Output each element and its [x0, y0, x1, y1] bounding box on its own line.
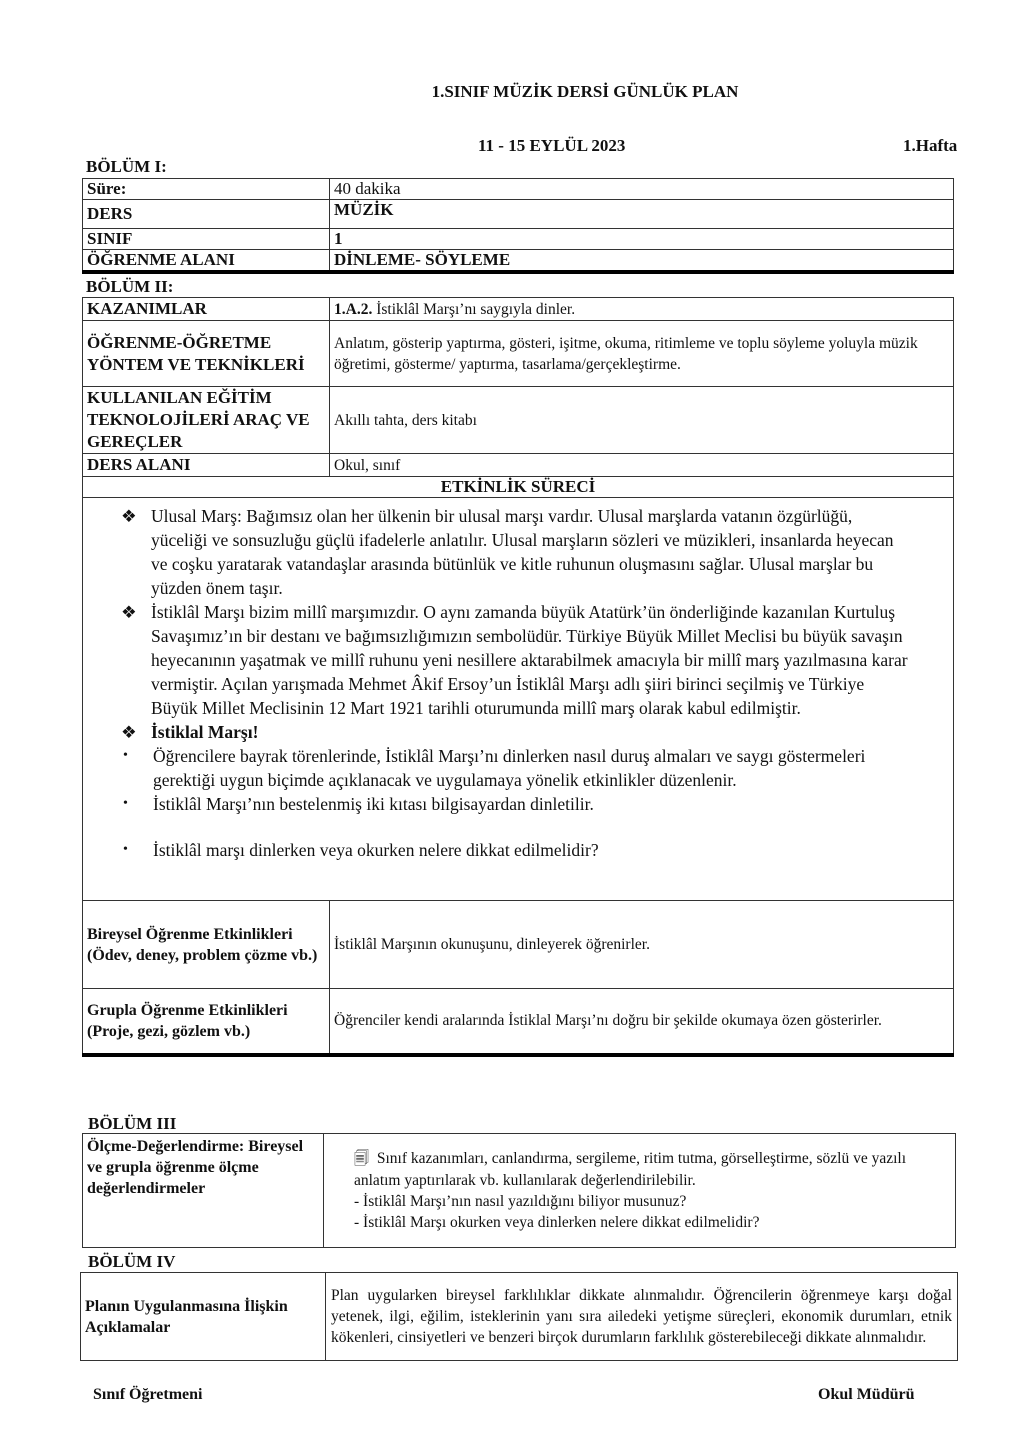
- diamond-bullet-icon: ❖: [121, 506, 137, 526]
- kazanimlar-key: KAZANIMLAR: [83, 298, 330, 321]
- date-range: 11 - 15 EYLÜL 2023: [478, 136, 626, 155]
- activity-text: İstiklâl Marşı bizim millî marşımızdır. O aynı zamanda büyük Atatürk’ün önderliğinde kazanılan Kurtuluş Savaşımız’ın bir destanı ve bağımsızlığımızın sembolüdür. Türkiye Büyük Millet Meclisi bu büyük savaşın heyecanının yaşatmak ve millî ruhunu yeni nesillere aktarabilmek amacıyla bir millî marş yazılmasına karar vermiştir. Açılan yarışmada Mehmet Âkif Ersoy’un İstiklâl Marşı adlı şiiri birinci seçilmiş ve Türkiye Büyük Millet Meclisinin 12 Mart 1921 tarihli oturumunda millî marş olarak kabul edilmiştir.: [151, 602, 908, 718]
- activity-item: [121, 838, 913, 862]
- etkinlik-heading: ETKİNLİK SÜRECİ: [83, 477, 954, 498]
- etkinlik-content: [83, 498, 954, 901]
- ders-alani-value: Okul, sınıf: [330, 454, 954, 477]
- kazanim-text: İstiklâl Marşı’nı saygıyla dinler.: [372, 300, 576, 318]
- table-row: [83, 498, 954, 901]
- row-value: DİNLEME- SÖYLEME: [330, 250, 954, 273]
- week-label: 1.Hafta: [903, 136, 958, 155]
- kazanim-code: 1.A.2.: [334, 300, 373, 318]
- document-icon: 🗐: [354, 1151, 369, 1167]
- table-row: [83, 298, 954, 321]
- table-row: [83, 229, 954, 250]
- activity-text: İstiklâl Marşı’nın bestelenmiş iki kıtası bilgisayardan dinletilir.: [153, 794, 594, 814]
- bullet-dot-icon: •: [123, 748, 128, 763]
- activity-text: İstiklal Marşı!: [151, 722, 259, 742]
- table-row: [83, 200, 954, 229]
- table-row: [83, 901, 954, 989]
- section-2-table: [82, 297, 954, 1057]
- row-key: SINIF: [83, 229, 330, 250]
- yontem-key: ÖĞRENME-ÖĞRETME YÖNTEM VE TEKNİKLERİ: [83, 321, 330, 387]
- activity-item: [121, 792, 913, 816]
- ders-alani-key: DERS ALANI: [83, 454, 330, 477]
- olcme-line: - İstiklâl Marşı okurken veya dinlerken nelere dikkat edilmelidir?: [354, 1214, 760, 1231]
- section-1-table: [82, 178, 954, 274]
- activity-text: Ulusal Marş: Bağımsız olan her ülkenin bir ulusal marşı vardır. Ulusal marşlarda vatanın özgürlüğü, yüceliği ve sonsuzluğu güçlü ifadelerle anlatılır. Ulusal marşların sözleri ve müzikleri, insanlarda heyecan ve coşku yaratarak vatandaşlar arasında bütünlük ve kitle ruhunun oluşmasını sağlar. Ulusal marşlar bu yüzden önem taşır.: [151, 506, 894, 598]
- bireysel-key: Bireysel Öğrenme Etkinlikleri (Ödev, deney, problem çözme vb.): [83, 901, 330, 989]
- section-4-label: BÖLÜM IV: [88, 1252, 176, 1271]
- section-3-label: BÖLÜM III: [88, 1114, 177, 1133]
- olcme-line: - İstiklâl Marşı’nın nasıl yazıldığını biliyor musunuz?: [354, 1193, 687, 1210]
- section-3-table: [82, 1133, 956, 1248]
- activity-text: İstiklâl marşı dinlerken veya okurken nelere dikkat edilmelidir?: [153, 840, 599, 860]
- olcme-line: [354, 1148, 945, 1191]
- diamond-bullet-icon: ❖: [121, 602, 137, 622]
- activity-text: Öğrencilere bayrak törenlerinde, İstiklâl Marşı’nı dinlerken nasıl duruş almaları ve saygı göstermeleri gerektiği uygun biçimde açıklanacak ve uygulamaya yönelik etkinlikler düzenlenir.: [153, 746, 866, 790]
- row-value: 40 dakika: [330, 179, 954, 200]
- olcme-key: Ölçme-Değerlendirme: Bireysel ve grupla öğrenme ölçme değerlendirmeler: [83, 1134, 324, 1248]
- table-row: [83, 1134, 956, 1248]
- aciklama-value: Plan uygularken bireysel farklılıklar dikkate alınmalıdır. Öğrencilerin öğrenmeye karşı doğal yetenek, ilgi, eğilim, isteklerinin yanı sıra ailedeki yetişme süreçleri, ekonomik durumları, etnik kökenleri, cinsiyetleri ve benzeri birçok durumların farklılık gösterebileceği dikkate alınmalıdır.: [326, 1273, 958, 1361]
- grupla-value: Öğrenciler kendi aralarında İstiklal Marşı’nı doğru bir şekilde okumaya özen gösterirler.: [330, 989, 954, 1055]
- page-title: 1.SINIF MÜZİK DERSİ GÜNLÜK PLAN: [431, 82, 739, 101]
- table-row: [83, 989, 954, 1055]
- grupla-key: Grupla Öğrenme Etkinlikleri (Proje, gezi, gözlem vb.): [83, 989, 330, 1055]
- bireysel-value: İstiklâl Marşının okunuşunu, dinleyerek öğrenirler.: [330, 901, 954, 989]
- aciklama-key: Planın Uygulanmasına İlişkin Açıklamalar: [81, 1273, 326, 1361]
- table-row: [83, 179, 954, 200]
- kazanimlar-value: [330, 298, 954, 321]
- activity-item: [121, 720, 913, 744]
- bullet-dot-icon: •: [123, 842, 128, 857]
- olcme-value: [324, 1134, 956, 1248]
- table-row: [81, 1273, 958, 1361]
- row-value: 1: [330, 229, 954, 250]
- activity-item: [121, 504, 913, 600]
- row-key: DERS: [83, 200, 330, 229]
- activity-item: [121, 744, 913, 792]
- table-row: [83, 250, 954, 273]
- row-value: MÜZİK: [330, 200, 954, 229]
- olcme-text: Sınıf kazanımları, canlandırma, sergileme, ritim tutma, görselleştirme, sözlü ve yazılı anlatım yaptırılarak vb. kullanılarak değerlendirilebilir.: [354, 1150, 907, 1189]
- table-row: [83, 321, 954, 387]
- row-key: ÖĞRENME ALANI: [83, 250, 330, 273]
- teacher-signature-label: Sınıf Öğretmeni: [93, 1386, 203, 1403]
- bullet-dot-icon: •: [123, 796, 128, 811]
- activity-item: [121, 600, 913, 720]
- section-2-label: BÖLÜM II:: [86, 277, 174, 296]
- araclar-key: KULLANILAN EĞİTİM TEKNOLOJİLERİ ARAÇ VE GEREÇLER: [83, 387, 330, 454]
- activity-list: [83, 498, 953, 900]
- table-row: [83, 454, 954, 477]
- section-4-table: [80, 1272, 958, 1361]
- yontem-value: Anlatım, gösterip yaptırma, gösteri, işitme, okuma, ritimleme ve toplu söyleme yoluyla müzik öğretimi, gösterme/ yaptırma, tasarlama/gerçekleştirme.: [330, 321, 954, 387]
- table-row: [83, 387, 954, 454]
- row-key: Süre:: [83, 179, 330, 200]
- table-row: [83, 477, 954, 498]
- section-1-label: BÖLÜM I:: [86, 157, 167, 176]
- araclar-value: Akıllı tahta, ders kitabı: [330, 387, 954, 454]
- diamond-bullet-icon: ❖: [121, 722, 137, 742]
- principal-signature-label: Okul Müdürü: [818, 1386, 915, 1403]
